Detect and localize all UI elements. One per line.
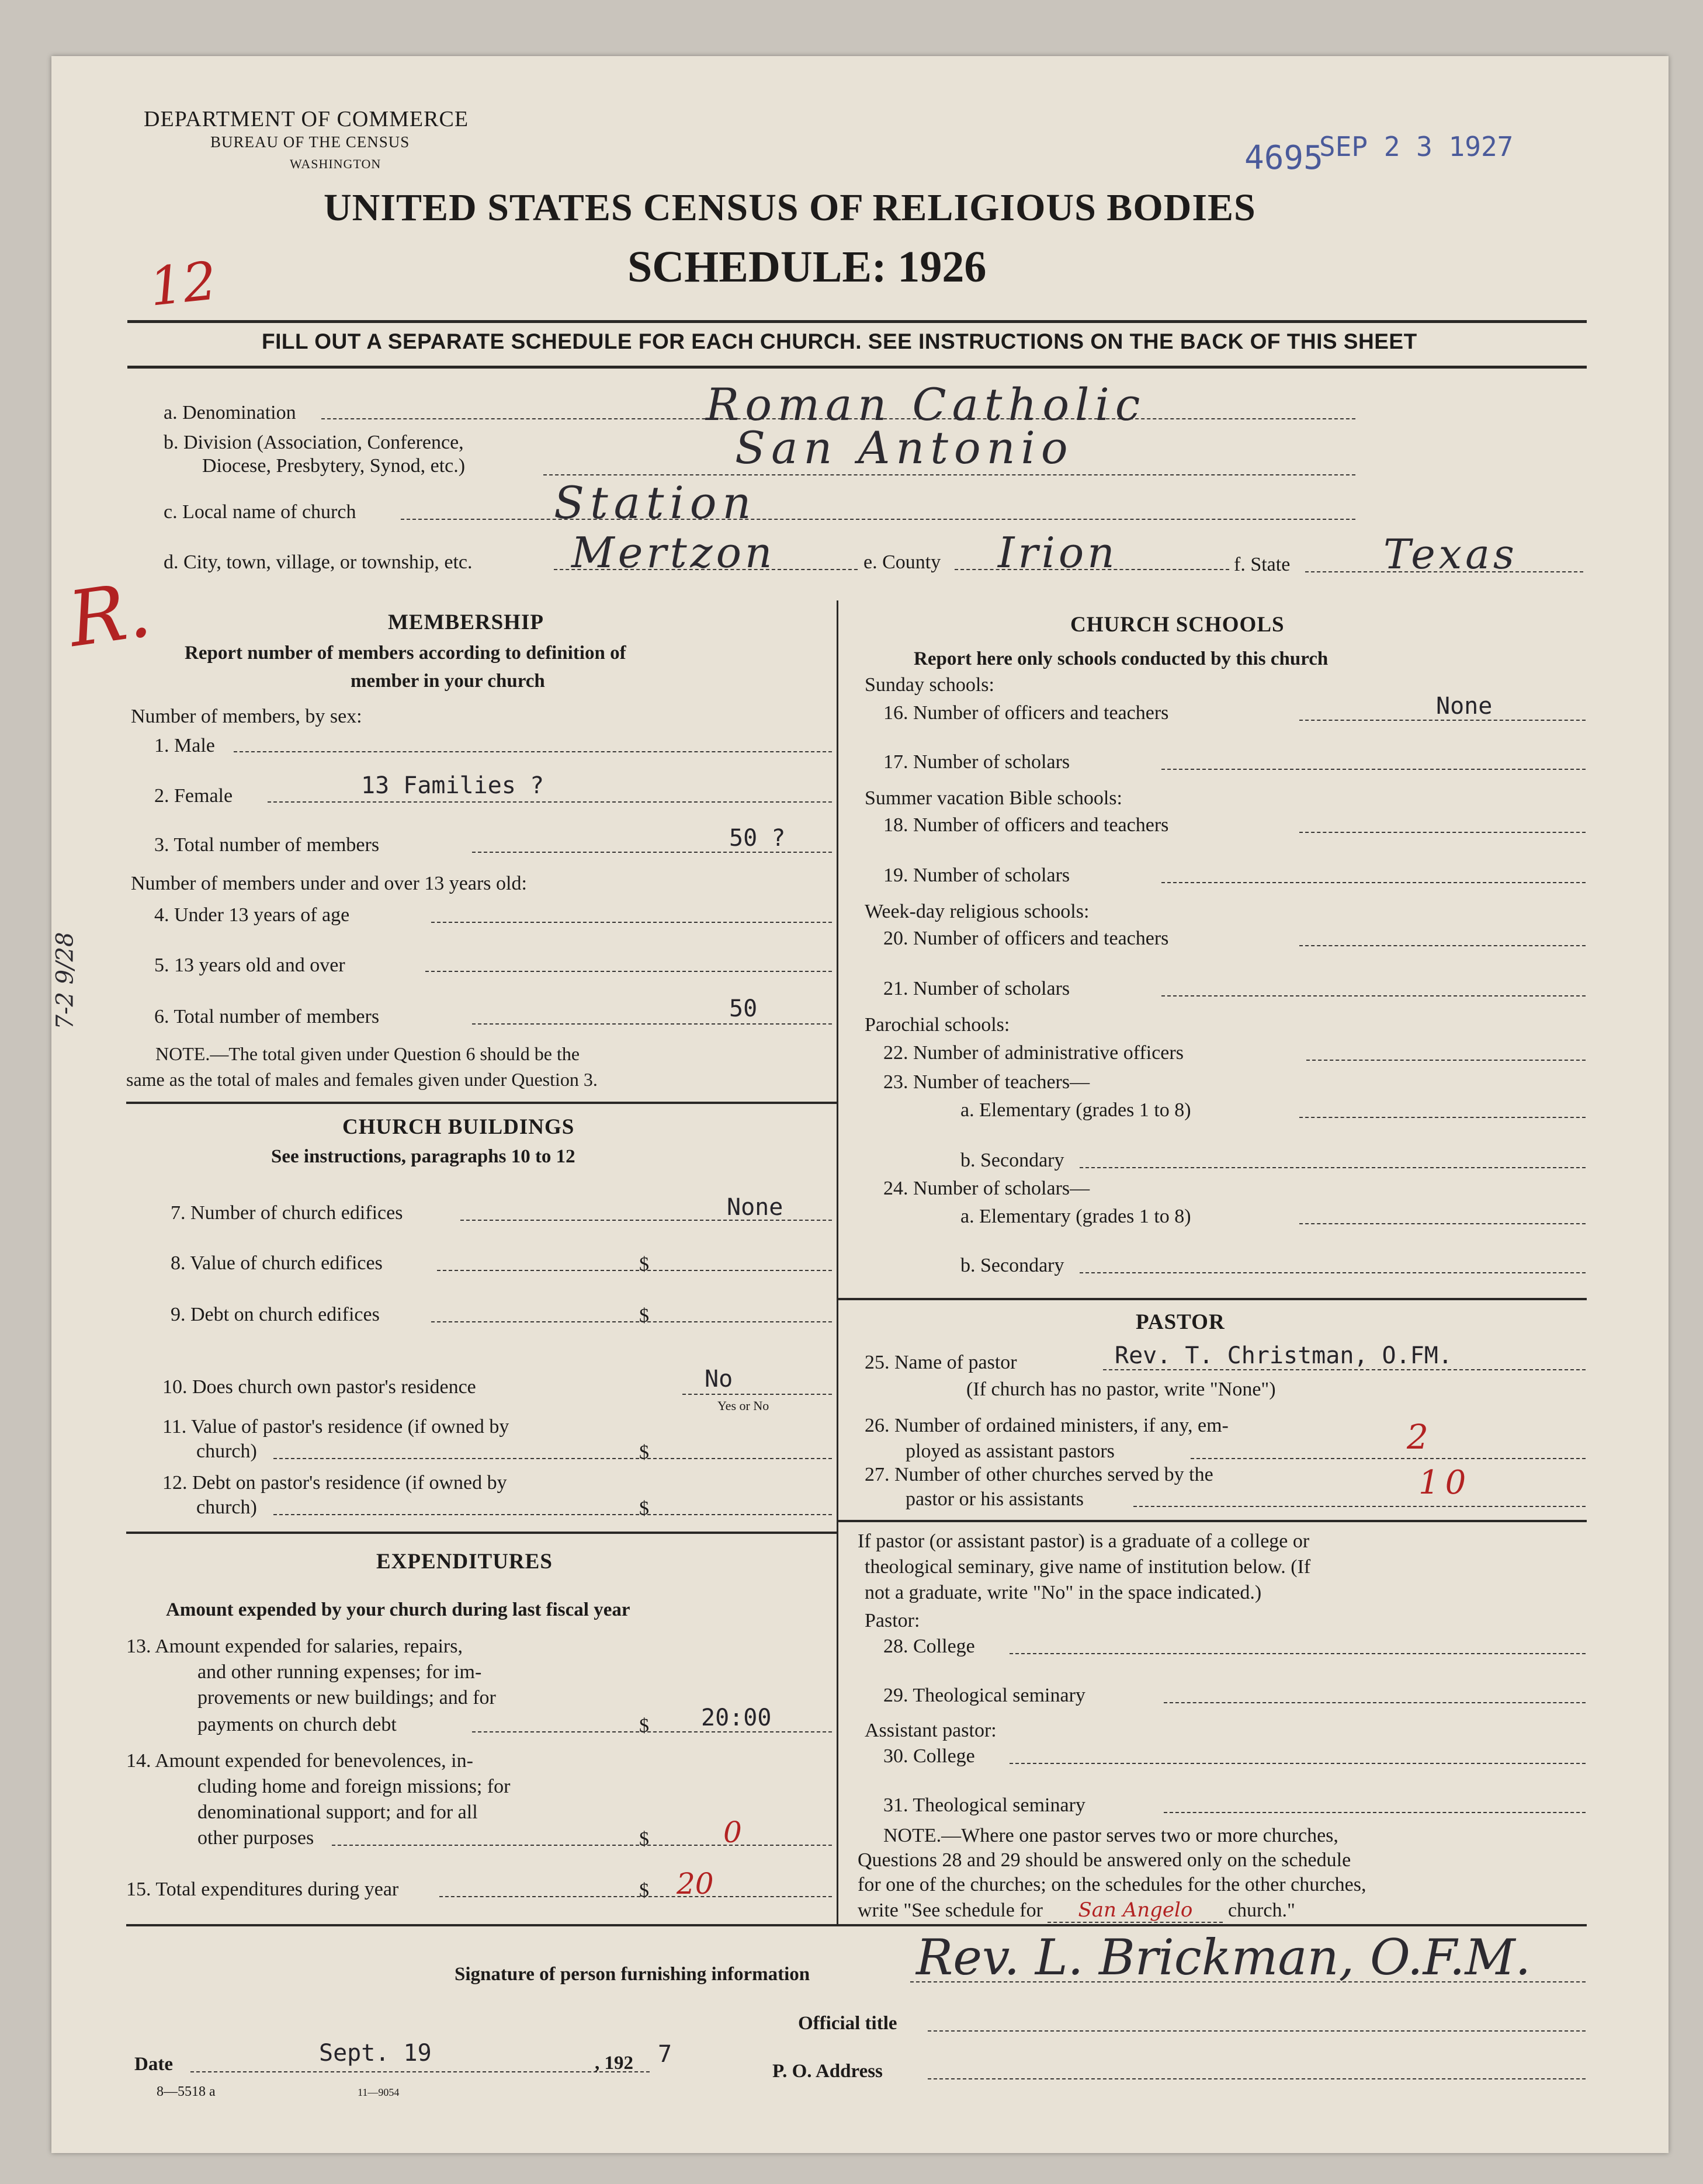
members-by-age: Number of members under and over 13 years old: xyxy=(131,873,527,894)
q8-line xyxy=(437,1270,832,1271)
q23-label: 23. Number of teachers— xyxy=(883,1071,1090,1093)
q9-label: 9. Debt on church edifices xyxy=(171,1304,380,1325)
pastor-note-4 xyxy=(858,1898,1295,1923)
q26-label-1: 26. Number of ordained ministers, if any, em- xyxy=(865,1415,1229,1436)
county-value[interactable]: Irion xyxy=(998,528,1118,577)
q16-line xyxy=(1299,720,1586,721)
q20-line xyxy=(1299,945,1586,946)
q25-line xyxy=(1103,1369,1586,1370)
membership-heading: MEMBERSHIP xyxy=(388,610,544,634)
date-label: Date xyxy=(134,2054,173,2075)
q14-currency: $ xyxy=(639,1828,649,1850)
red-annotation-top: 12 xyxy=(146,250,220,318)
q12-label-2: church) xyxy=(196,1496,257,1518)
city-name: WASHINGTON xyxy=(290,157,381,171)
q4-label: 4. Under 13 years of age xyxy=(154,904,350,926)
q10-line xyxy=(682,1394,832,1395)
denomination-label: a. Denomination xyxy=(164,402,296,423)
denomination-value[interactable]: Roman Catholic xyxy=(706,379,1146,430)
q12-currency: $ xyxy=(639,1498,649,1519)
q30-label: 30. College xyxy=(883,1745,975,1767)
q13-line xyxy=(472,1731,832,1732)
q27-value[interactable]: 10 xyxy=(1418,1464,1472,1502)
q3-line xyxy=(472,852,832,853)
q27-label-1: 27. Number of other churches served by the xyxy=(865,1464,1213,1485)
date-line xyxy=(190,2071,650,2072)
q16-value[interactable]: None xyxy=(1436,693,1493,720)
q24-label: 24. Number of scholars— xyxy=(883,1178,1090,1199)
q26-value[interactable]: 2 xyxy=(1407,1417,1428,1457)
pencil-margin-note: 7-2 9/28 xyxy=(51,932,79,1030)
division-value[interactable]: San Antonio xyxy=(735,422,1074,474)
column-divider xyxy=(837,600,838,1925)
membership-intro-2: member in your church xyxy=(351,671,545,692)
q15-currency: $ xyxy=(639,1880,649,1901)
expenditures-subtitle: Amount expended by your church during last fiscal year xyxy=(166,1599,630,1620)
q17-line xyxy=(1161,769,1586,770)
q13-label-2: and other running expenses; for im- xyxy=(197,1661,482,1683)
q13-value[interactable]: 20:00 xyxy=(701,1704,772,1731)
q15-value[interactable]: 20 xyxy=(677,1867,714,1901)
pastor-heading: PASTOR xyxy=(1136,1310,1225,1334)
q23b-line xyxy=(1080,1167,1586,1168)
q26-label-2: ployed as assistant pastors xyxy=(906,1440,1115,1462)
q22-line xyxy=(1306,1060,1586,1061)
summer-schools-label: Summer vacation Bible schools: xyxy=(865,787,1122,809)
official-title-label: Official title xyxy=(798,2013,897,2034)
schools-rule xyxy=(838,1298,1587,1300)
buildings-rule xyxy=(126,1532,837,1534)
schools-heading: CHURCH SCHOOLS xyxy=(1070,613,1285,637)
q8-currency: $ xyxy=(639,1254,649,1275)
q13-label-3: provements or new buildings; and for xyxy=(197,1687,496,1709)
q14-label-1: 14. Amount expended for benevolences, in- xyxy=(126,1750,473,1772)
membership-note-1: NOTE.—The total given under Question 6 should be the xyxy=(155,1043,580,1064)
q13-label-4: payments on church debt xyxy=(197,1714,397,1735)
q1-line xyxy=(234,751,832,752)
footer-rule xyxy=(126,1924,1587,1926)
membership-rule xyxy=(126,1102,837,1104)
q21-label: 21. Number of scholars xyxy=(883,978,1070,999)
local-name-label: c. Local name of church xyxy=(164,501,356,523)
q17-label: 17. Number of scholars xyxy=(883,751,1070,773)
state-label: f. State xyxy=(1234,554,1291,575)
q25-label: 25. Name of pastor xyxy=(865,1352,1017,1373)
year-prefix: , 192 xyxy=(595,2053,633,2074)
q3-value[interactable]: 50 ? xyxy=(729,825,786,852)
pastor-note-1: NOTE.—Where one pastor serves two or more churches, xyxy=(883,1825,1338,1846)
city-label: d. City, town, village, or township, etc. xyxy=(164,551,473,573)
graduate-note-1: If pastor (or assistant pastor) is a graduate of a college or xyxy=(858,1530,1310,1552)
q27-line xyxy=(1133,1506,1586,1507)
schools-subtitle: Report here only schools conducted by this church xyxy=(914,648,1329,669)
q29-line xyxy=(1164,1702,1586,1703)
q18-label: 18. Number of officers and teachers xyxy=(883,814,1169,836)
expenditures-heading: EXPENDITURES xyxy=(376,1550,553,1574)
q28-line xyxy=(1010,1653,1586,1654)
q25-value[interactable]: Rev. T. Christman, O.FM. xyxy=(1115,1342,1452,1369)
local-name-value[interactable]: Station xyxy=(554,477,757,529)
q30-line xyxy=(1010,1763,1586,1764)
received-stamp-date: SEP 2 3 1927 xyxy=(1319,131,1514,162)
q24b-line xyxy=(1080,1272,1586,1273)
po-address-line xyxy=(928,2078,1586,2079)
q12-line xyxy=(273,1514,832,1515)
red-margin-mark: R. xyxy=(63,565,157,664)
header-rule-bottom xyxy=(127,366,1587,369)
q14-value[interactable]: 0 xyxy=(723,1815,742,1849)
buildings-subtitle: See instructions, paragraphs 10 to 12 xyxy=(271,1146,575,1167)
q5-line xyxy=(425,971,832,972)
pastor-note-4-prefix: write "See schedule for xyxy=(858,1900,1043,1921)
date-value[interactable]: Sept. 19 xyxy=(319,2040,432,2067)
form-title: UNITED STATES CENSUS OF RELIGIOUS BODIES xyxy=(324,186,1256,229)
signature-label: Signature of person furnishing information xyxy=(455,1964,810,1985)
graduate-note-3: not a graduate, write "No" in the space indicated.) xyxy=(865,1582,1262,1603)
q25-hint: (If church has no pastor, write "None") xyxy=(966,1379,1276,1400)
membership-intro-1: Report number of members according to definition of xyxy=(185,643,626,664)
q15-line xyxy=(439,1896,832,1897)
po-address-label: P. O. Address xyxy=(772,2061,883,2082)
q6-value[interactable]: 50 xyxy=(729,995,758,1022)
bureau-name: BUREAU OF THE CENSUS xyxy=(210,133,410,151)
q19-line xyxy=(1161,882,1586,883)
q26-line xyxy=(1191,1458,1586,1459)
county-label: e. County xyxy=(863,551,941,573)
see-schedule-church[interactable]: San Angelo xyxy=(1048,1898,1223,1923)
pastor-note-2: Questions 28 and 29 should be answered only on the schedule xyxy=(858,1849,1351,1871)
q6-label: 6. Total number of members xyxy=(154,1006,380,1027)
q31-label: 31. Theological seminary xyxy=(883,1794,1085,1816)
department-name: DEPARTMENT OF COMMERCE xyxy=(144,107,469,131)
q16-label: 16. Number of officers and teachers xyxy=(883,702,1169,724)
q18-line xyxy=(1299,832,1586,833)
members-by-sex: Number of members, by sex: xyxy=(131,706,362,727)
instruction-bar: FILL OUT A SEPARATE SCHEDULE FOR EACH CHURCH. SEE INSTRUCTIONS ON THE BACK OF THIS SHEET xyxy=(262,329,1417,353)
q2-value[interactable]: 13 Families ? xyxy=(361,772,544,799)
q11-label-1: 11. Value of pastor's residence (if owned by xyxy=(162,1416,509,1438)
q13-label-1: 13. Amount expended for salaries, repairs, xyxy=(126,1636,463,1657)
q31-line xyxy=(1164,1812,1586,1813)
q23a-line xyxy=(1299,1117,1586,1118)
q24a-line xyxy=(1299,1223,1586,1224)
official-title-line xyxy=(928,2030,1586,2032)
q11-currency: $ xyxy=(639,1442,649,1463)
city-value[interactable]: Mertzon xyxy=(571,528,776,577)
form-code: 8—5518 a xyxy=(157,2084,216,2099)
buildings-heading: CHURCH BUILDINGS xyxy=(342,1115,575,1139)
q22-label: 22. Number of administrative officers xyxy=(883,1042,1184,1064)
census-form-sheet xyxy=(51,56,1669,2153)
division-line xyxy=(543,474,1355,475)
q19-label: 19. Number of scholars xyxy=(883,864,1070,886)
q10-label: 10. Does church own pastor's residence xyxy=(162,1376,476,1398)
schedule-title: SCHEDULE: 1926 xyxy=(627,242,987,291)
received-stamp-number: 4695 xyxy=(1244,139,1323,177)
header-rule-top xyxy=(127,320,1587,323)
q11-line xyxy=(273,1458,832,1459)
q5-label: 5. 13 years old and over xyxy=(154,954,345,976)
q2-label: 2. Female xyxy=(154,785,233,807)
q21-line xyxy=(1161,995,1586,996)
q24a-label: a. Elementary (grades 1 to 8) xyxy=(960,1206,1191,1227)
q7-value[interactable]: None xyxy=(727,1194,783,1221)
q15-label: 15. Total expenditures during year xyxy=(126,1879,399,1900)
pastor-note-3: for one of the churches; on the schedules for the other churches, xyxy=(858,1874,1366,1895)
q6-line xyxy=(472,1023,832,1025)
q24b-label: b. Secondary xyxy=(960,1255,1064,1276)
q8-label: 8. Value of church edifices xyxy=(171,1252,383,1274)
pastor-subheading: Pastor: xyxy=(865,1610,920,1631)
q23b-label: b. Secondary xyxy=(960,1150,1064,1171)
q20-label: 20. Number of officers and teachers xyxy=(883,928,1169,949)
q10-hint: Yes or No xyxy=(717,1398,769,1413)
q9-currency: $ xyxy=(639,1305,649,1327)
pastor-rule xyxy=(838,1520,1587,1522)
q2-line xyxy=(268,801,832,803)
q13-currency: $ xyxy=(639,1715,649,1737)
weekday-schools-label: Week-day religious schools: xyxy=(865,901,1090,922)
q3-label: 3. Total number of members xyxy=(154,834,380,856)
graduate-note-2: theological seminary, give name of institution below. (If xyxy=(865,1556,1311,1578)
local-name-line xyxy=(401,519,1355,520)
q7-label: 7. Number of church edifices xyxy=(171,1202,403,1224)
print-code: 11—9054 xyxy=(358,2086,400,2098)
parochial-schools-label: Parochial schools: xyxy=(865,1014,1010,1036)
division-label: b. Division (Association, Conference, xyxy=(164,432,464,453)
q14-label-3: denominational support; and for all xyxy=(197,1801,478,1823)
year-digit[interactable]: 7 xyxy=(658,2041,672,2068)
division-label-2: Diocese, Presbytery, Synod, etc.) xyxy=(202,455,466,477)
q9-line xyxy=(431,1321,832,1322)
q29-label: 29. Theological seminary xyxy=(883,1685,1085,1706)
membership-note-2: same as the total of males and females given under Question 3. xyxy=(126,1069,598,1090)
q14-line xyxy=(332,1845,832,1846)
q28-label: 28. College xyxy=(883,1636,975,1657)
q27-label-2: pastor or his assistants xyxy=(906,1488,1084,1510)
state-value[interactable]: Texas xyxy=(1383,530,1518,578)
q4-line xyxy=(431,922,832,923)
q14-label-4: other purposes xyxy=(197,1827,314,1849)
assistant-subheading: Assistant pastor: xyxy=(865,1720,997,1741)
pastor-note-4-suffix: church." xyxy=(1227,1900,1295,1921)
signature-value[interactable]: Rev. L. Brickman, O.F.M. xyxy=(916,1929,1531,1986)
q14-label-2: cluding home and foreign missions; for xyxy=(197,1776,511,1797)
q11-label-2: church) xyxy=(196,1440,257,1462)
q10-value[interactable]: No xyxy=(705,1366,733,1393)
q23a-label: a. Elementary (grades 1 to 8) xyxy=(960,1099,1191,1121)
sunday-schools-label: Sunday schools: xyxy=(865,674,994,696)
q1-label: 1. Male xyxy=(154,735,215,756)
q12-label-1: 12. Debt on pastor's residence (if owned by xyxy=(162,1472,507,1494)
